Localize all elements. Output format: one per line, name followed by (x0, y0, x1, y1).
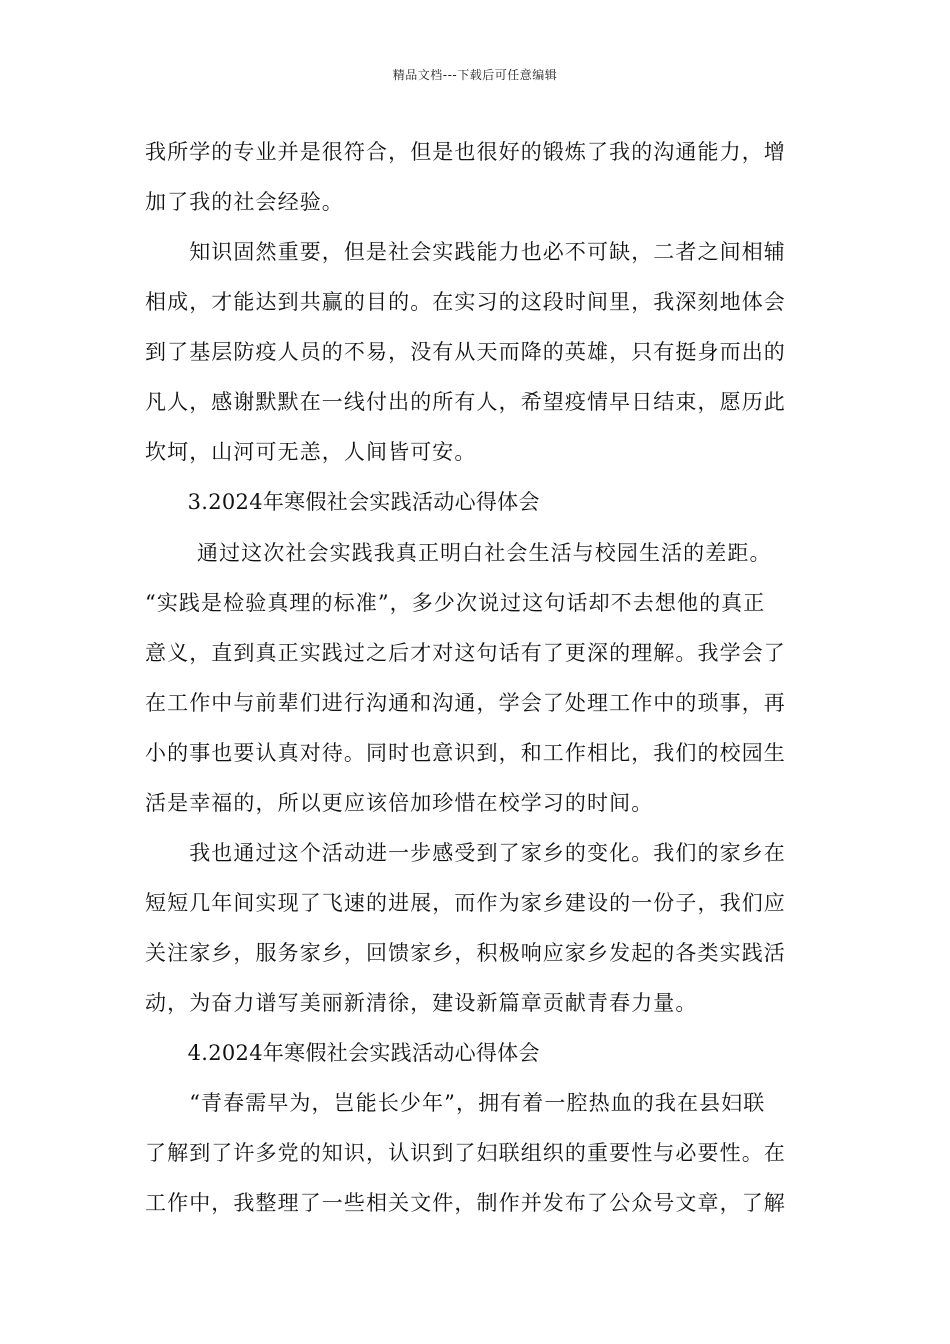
text-line: 了解到了许多党的知识，认识到了妇联组织的重要性与必要性。在 (145, 1141, 786, 1165)
text-line: 坎坷，山河可无恙，人间皆可安。 (145, 440, 477, 464)
section-heading: 3.2024年寒假社会实践活动心得体会 (145, 490, 540, 514)
text-line: 我也通过这个活动进一步感受到了家乡的变化。我们的家乡在 (145, 841, 786, 865)
section-heading: 4.2024年寒假社会实践活动心得体会 (145, 1041, 540, 1065)
text-line: 凡人，感谢默默在一线付出的所有人，希望疫情早日结束，愿历此 (145, 390, 786, 414)
text-line: 活是幸福的，所以更应该倍加珍惜在校学习的时间。 (145, 791, 654, 815)
text-line: 知识固然重要，但是社会实践能力也必不可缺，二者之间相辅 (145, 240, 786, 264)
text-line: 意义，直到真正实践过之后才对这句话有了更深的理解。我学会了 (145, 641, 786, 665)
text-line: 动，为奋力谱写美丽新清徐，建设新篇章贡献青春力量。 (145, 991, 698, 1015)
text-line: 我所学的专业并是很符合，但是也很好的锻炼了我的沟通能力，增 (145, 140, 786, 164)
text-line: 通过这次社会实践我真正明白社会生活与校园生活的差距。 (145, 541, 772, 565)
text-line: 相成，才能达到共赢的目的。在实习的这段时间里，我深刻地体会 (145, 290, 786, 314)
text-line: 关注家乡，服务家乡，回馈家乡，积极响应家乡发起的各类实践活 (145, 941, 786, 965)
text-line: 工作中，我整理了一些相关文件，制作并发布了公众号文章，了解 (145, 1191, 786, 1215)
text-line: 在工作中与前辈们进行沟通和沟通，学会了处理工作中的琐事，再 (145, 691, 786, 715)
text-line: 到了基层防疫人员的不易，没有从天而降的英雄，只有挺身而出的 (145, 340, 786, 364)
text-line: 加了我的社会经验。 (145, 190, 344, 214)
text-line: “实践是检验真理的标准”，多少次说过这句话却不去想他的真正 (145, 591, 766, 615)
text-line: 小的事也要认真对待。同时也意识到，和工作相比，我们的校园生 (145, 741, 786, 765)
text-line: “青春需早为，岂能长少年”，拥有着一腔热血的我在县妇联 (145, 1091, 766, 1115)
page-header: 精品文档---下载后可任意编辑 (392, 68, 558, 82)
text-line: 短短几年间实现了飞速的进展，而作为家乡建设的一份子，我们应 (145, 891, 786, 915)
